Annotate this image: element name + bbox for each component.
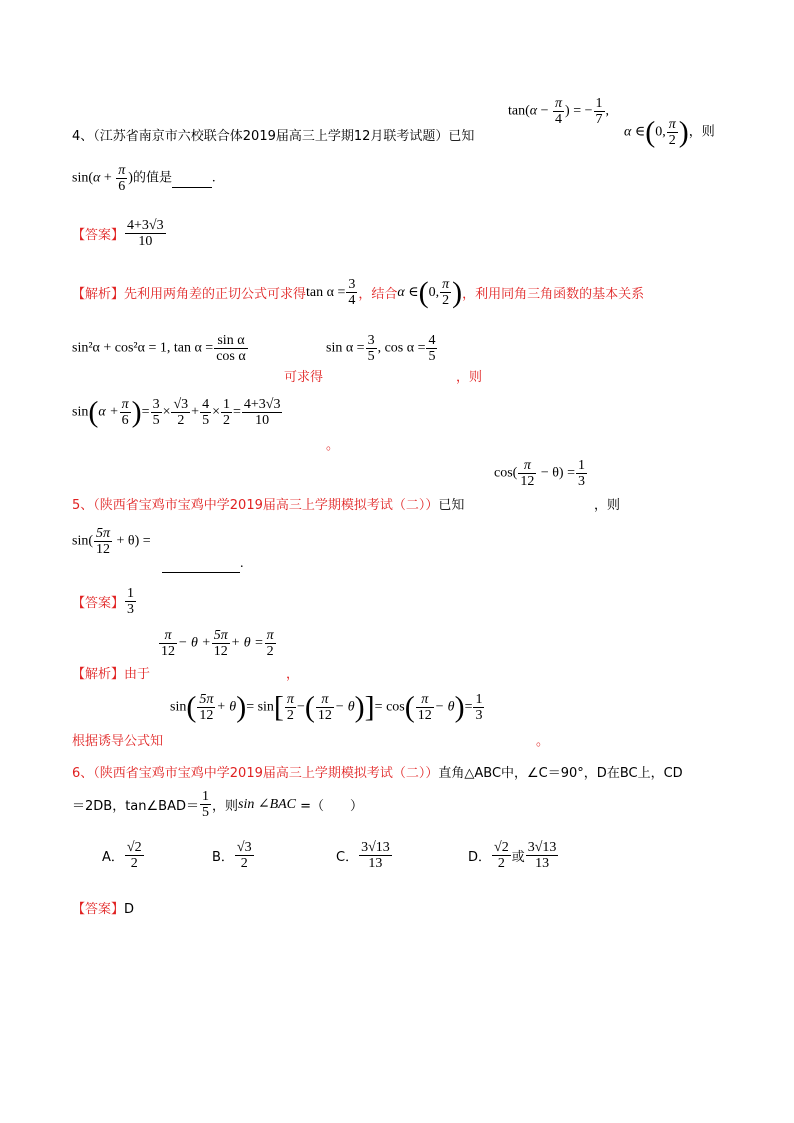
- q6-tan-den: 5: [201, 805, 209, 820]
- q4-ask-6: 6: [118, 179, 126, 194]
- q4-cond-pi2-fraction: [667, 117, 678, 148]
- q4-known: 已知: [448, 129, 475, 144]
- q6-option-c-fraction: [359, 840, 392, 871]
- q4-identity: [72, 333, 249, 364]
- q5-cond-1: 1: [578, 458, 585, 473]
- q4-sincos-values: [326, 333, 438, 364]
- q4-calc-f3d: 5: [202, 413, 210, 428]
- q4-ask-alpha: α: [93, 170, 101, 186]
- q5-sum-equation: [158, 628, 277, 659]
- q6-option-d-label: D．: [468, 850, 492, 865]
- q6-stem-line2: [72, 789, 363, 820]
- q5-period: 。: [536, 734, 550, 749]
- q4-cond-pi: π: [555, 96, 563, 111]
- q4-answer-label: 【答案】: [72, 228, 125, 243]
- q5-eq-2: 2: [266, 644, 274, 659]
- q4-ask-pi: π: [118, 163, 126, 178]
- q5-ind-1: 1: [475, 692, 483, 707]
- q6-option-a[interactable]: [102, 840, 145, 871]
- q4-stem-line: [72, 125, 474, 144]
- q4-cond-tan-func: tan(: [508, 103, 530, 119]
- q6-opt-a-den: 2: [130, 856, 138, 871]
- q4-cond-right-paren: ): [678, 115, 689, 149]
- q4-then2: ，则: [456, 370, 483, 385]
- q4-cond-1: 1: [595, 96, 603, 111]
- q5-ind-12-b: 12: [317, 708, 332, 723]
- q4-calc-6: 6: [121, 413, 129, 428]
- q4-ask-end: .: [211, 170, 216, 186]
- q4-sin-fraction: [366, 333, 377, 364]
- q4-cond-comma: ,: [605, 103, 609, 119]
- q6-opt-b-den: 2: [240, 856, 248, 871]
- q6-opt-d-den2: 13: [535, 856, 550, 871]
- q4-calc-f2: [171, 397, 190, 428]
- q5-ind-sin1: sin: [170, 699, 187, 715]
- q5-ask-rest: + θ) =: [113, 533, 151, 549]
- q5-then: ，则: [594, 498, 621, 513]
- q5-answer-fraction: [125, 586, 136, 617]
- q4-analysis-right-paren: ): [452, 275, 463, 309]
- q4-analysis-line1: [72, 277, 644, 308]
- q4-answer-blank: [172, 171, 212, 188]
- q6-stem4: =（ ）: [296, 799, 364, 814]
- q4-cond-alpha: α: [529, 103, 538, 119]
- q6-option-a-label: A．: [102, 850, 124, 865]
- q4-cond-7: 7: [595, 112, 603, 127]
- q5-ind-theta2: − θ: [334, 699, 355, 715]
- q5-ind-12: 12: [199, 708, 214, 723]
- q4-answer-num: 4+3√3: [127, 218, 164, 233]
- q4-analysis-text1: 先利用两角差的正切公式可求得: [124, 287, 307, 302]
- q4-cond-pi2-num: π: [668, 117, 676, 132]
- q5-ask-sin: sin(: [72, 533, 93, 549]
- q5-cond-3: 3: [578, 474, 585, 489]
- q6-option-b-fraction: [235, 840, 254, 871]
- q4-calc-eq1: =: [141, 404, 150, 420]
- q6-stem2: ＝2DB，tan∠BAD＝: [72, 799, 199, 814]
- q6-option-d-fraction2: [526, 840, 559, 871]
- q5-eq-plus-theta: + θ =: [230, 635, 264, 651]
- q4-cond-pi4-fraction: [553, 96, 564, 127]
- q4-cond-eq: ) = −: [565, 103, 593, 119]
- q4-cond-alpha-in: α ∈: [624, 124, 646, 140]
- q4-analysis-left-paren: (: [418, 275, 429, 309]
- q4-analysis-alpha-in: α ∈: [397, 284, 419, 300]
- q6-option-d[interactable]: [468, 840, 559, 871]
- q5-analysis-line: [72, 663, 150, 682]
- q5-cond-13: [576, 458, 587, 489]
- q5-cond-pi12: [518, 458, 536, 489]
- q6-opt-b-num: √3: [236, 840, 252, 855]
- q4-obtainable: 可求得: [284, 370, 324, 385]
- q5-eq-pi2: [265, 628, 276, 659]
- q6-tan-fraction: [200, 789, 211, 820]
- q4-source: （江苏省南京市六校联合体2019届高三上学期12月联考试题）: [93, 129, 449, 144]
- q5-ind-pi-c: π: [416, 692, 434, 708]
- q4-calc-sin: sin: [72, 404, 89, 420]
- q4-cos-num: 4: [428, 333, 436, 348]
- q5-answer-num: 1: [127, 586, 135, 601]
- q5-eq-pi: π: [159, 628, 177, 644]
- q5-induction: [170, 692, 485, 723]
- q4-calc-f3n: 4: [202, 397, 210, 412]
- q6-number: 6、: [72, 766, 94, 781]
- q4-ask-plus: +: [100, 170, 116, 186]
- q6-option-c[interactable]: [336, 840, 393, 871]
- q5-cond-12: 12: [520, 474, 535, 489]
- q5-cond-cos: cos(: [494, 465, 518, 481]
- q4-calc-f4: [221, 397, 232, 428]
- q5-ind-rp1: ): [236, 690, 247, 724]
- q5-ind-13: [473, 692, 484, 723]
- q4-analysis-tan-eq: tan α =: [306, 284, 346, 300]
- q6-opt-d-den1: 2: [497, 856, 505, 871]
- q4-calc-times2: ×: [212, 404, 220, 420]
- q5-answer: [72, 586, 137, 617]
- q5-ind-3: 3: [475, 708, 483, 723]
- q4-calc-left-paren: (: [88, 395, 99, 429]
- q6-answer-label: 【答案】: [72, 902, 125, 917]
- q5-answer-blank: [162, 556, 240, 573]
- q4-analysis-3: 3: [348, 277, 356, 292]
- q5-ind-pi2: [285, 692, 296, 723]
- q6-option-b-label: B．: [212, 850, 234, 865]
- q5-stem-line: [72, 494, 464, 513]
- q4-identity-text: sin²α + cos²α = 1, tan α =: [72, 340, 214, 356]
- q5-eq-12a: 12: [161, 644, 175, 659]
- q5-cond-theta: − θ) =: [537, 465, 575, 481]
- q5-ask-end: .: [240, 556, 244, 571]
- q4-cond-pi2-den: 2: [668, 133, 676, 148]
- q6-opt-d-num1: √2: [494, 840, 509, 855]
- q4-period: 。: [326, 438, 340, 453]
- q4-cond-minus: −: [537, 103, 553, 119]
- q4-cos-den: 5: [428, 349, 436, 364]
- q4-calc-pi6: [120, 397, 131, 428]
- q4-sin-val: sin α =: [326, 340, 365, 356]
- q4-calc-alpha-plus: α +: [98, 404, 119, 420]
- q6-stem-sin-group: [238, 797, 296, 812]
- q4-calc-eq2: =: [232, 404, 241, 420]
- q5-ind-eq3: =: [464, 699, 473, 715]
- q5-ind-minus: −: [296, 699, 305, 715]
- q5-because: 由于: [124, 667, 151, 682]
- q5-ind-eq2: = cos: [374, 699, 405, 715]
- q5-ask-12: 12: [96, 542, 110, 557]
- q4-number: 4、: [72, 129, 94, 144]
- q5-ind-rb: ]: [364, 690, 375, 724]
- q6-option-d-or: 或: [511, 850, 525, 865]
- q4-cond-4: 4: [555, 112, 563, 127]
- q4-analysis-34-fraction: [346, 277, 357, 308]
- q4-analysis-0: 0,: [428, 284, 440, 300]
- q5-ind-pi12-b: [316, 692, 334, 723]
- q4-condition-tan: [508, 96, 609, 127]
- q4-condition-alpha-range: [624, 117, 715, 148]
- q4-calc-right-paren: ): [131, 395, 142, 429]
- q5-ind-pi-b: π: [316, 692, 334, 708]
- q4-analysis-tan: [306, 277, 358, 308]
- q4-ask: [72, 163, 215, 194]
- q4-calc-f5d: 10: [255, 413, 270, 428]
- q4-sin-num: 3: [367, 333, 375, 348]
- q6-option-a-fraction: [125, 840, 144, 871]
- q5-ind-eq1: = sin: [246, 699, 274, 715]
- q5-reason: 根据诱导公式知: [72, 734, 164, 749]
- q5-comma: ，: [286, 667, 300, 682]
- q4-ask-text: 的值是: [132, 170, 172, 186]
- q5-ind-lb: [: [273, 690, 284, 724]
- q5-eq-pi2: π: [266, 628, 274, 643]
- q5-ind-2: 2: [286, 708, 294, 723]
- q5-answer-den: 3: [127, 602, 135, 617]
- q5-eq-mid: − θ +: [178, 635, 211, 651]
- q5-ind-theta1: + θ: [216, 699, 237, 715]
- q4-analysis-alpha-range: [397, 275, 463, 309]
- q4-calculation: [72, 397, 283, 428]
- q4-answer-den: 10: [138, 234, 153, 249]
- q6-tan-num: 1: [201, 789, 209, 804]
- q6-opt-c-num: 3√13: [361, 840, 390, 855]
- q5-ind-lp2: (: [304, 690, 315, 724]
- q5-ind-lp3: (: [404, 690, 415, 724]
- q4-calc-f4n: 1: [222, 397, 230, 412]
- q5-known: 已知: [438, 498, 465, 513]
- q6-stem1: 直角△ABC中，∠C＝90°，D在BC上，CD: [438, 766, 683, 781]
- q4-calc-f2d: 2: [177, 413, 185, 428]
- q4-cos-val: , cos α =: [377, 340, 426, 356]
- q4-ask-close: ): [128, 170, 133, 186]
- q4-calc-f1: [151, 397, 162, 428]
- q5-condition: [494, 458, 588, 489]
- q5-cond-pi: π: [518, 458, 536, 474]
- q5-answer-label: 【答案】: [72, 596, 125, 611]
- q5-ask-5pi: 5π: [96, 526, 111, 541]
- q4-analysis-4: 4: [348, 293, 356, 308]
- q6-answer-value: D: [124, 902, 135, 917]
- q4-sin-den: 5: [367, 349, 375, 364]
- q4-cond-left-paren: (: [645, 115, 656, 149]
- q5-ask: [72, 526, 151, 557]
- q5-ind-pi12-c: [416, 692, 434, 723]
- q4-calc-plus: +: [191, 404, 200, 420]
- q4-calc-f4d: 2: [222, 413, 230, 428]
- q4-analysis-2: 2: [442, 293, 450, 308]
- q4-calc-f1n: 3: [152, 397, 160, 412]
- q5-number: 5、: [72, 498, 94, 513]
- q4-cos-fraction: [426, 333, 437, 364]
- q5-eq-pi12: [159, 628, 177, 659]
- q5-answer-blank-line: [162, 556, 244, 573]
- q4-cond-17-fraction: [594, 96, 605, 127]
- q4-cond-0: 0,: [655, 124, 666, 140]
- q5-ind-rp2: ): [354, 690, 365, 724]
- q5-ind-rp3: ): [454, 690, 465, 724]
- q6-option-c-label: C．: [336, 850, 359, 865]
- q5-ind-pi: π: [286, 692, 294, 707]
- q6-option-b[interactable]: [212, 840, 255, 871]
- q4-identity-fraction: [214, 333, 248, 364]
- q4-identity-num: sin α: [214, 333, 248, 349]
- q5-eq-5pi12: [212, 628, 230, 659]
- q4-ask-sin: sin(: [72, 170, 93, 186]
- q6-answer: [72, 898, 134, 917]
- q4-then: ，则: [688, 124, 715, 140]
- q4-calc-times1: ×: [162, 404, 171, 420]
- q4-analysis-text2: ，利用同角三角函数的基本关系: [462, 287, 645, 302]
- q6-opt-a-num: √2: [126, 840, 142, 855]
- q4-analysis-combine: ，结合: [358, 287, 398, 302]
- q5-analysis-label: 【解析】: [72, 667, 125, 682]
- q5-ask-5pi12: [94, 526, 112, 557]
- q4-ask-pi6-fraction: [116, 163, 127, 194]
- q6-stem3: ，则: [211, 799, 238, 814]
- q4-analysis-pi: π: [442, 277, 450, 292]
- q5-source: （陕西省宝鸡市宝鸡中学2019届高三上学期模拟考试（二））: [93, 498, 439, 513]
- q5-ind-theta3: − θ: [434, 699, 455, 715]
- q4-calc-f5n: 4+3√3: [243, 397, 281, 412]
- q4-answer-fraction: [125, 218, 166, 249]
- q5-ind-5pi12: [197, 692, 215, 723]
- q4-calc-f5: [242, 397, 283, 428]
- q6-option-d-fraction1: [492, 840, 511, 871]
- q6-opt-c-den: 13: [368, 856, 383, 871]
- q4-calc-f1d: 5: [152, 413, 160, 428]
- q5-ind-5pi: 5π: [199, 692, 214, 707]
- q6-source: （陕西省宝鸡市宝鸡中学2019届高三上学期模拟考试（二））: [93, 766, 439, 781]
- q6-stem-sin: sin ∠BAC: [238, 797, 297, 812]
- q5-eq-5pi: 5π: [213, 628, 228, 643]
- q5-ind-lp1: (: [186, 690, 197, 724]
- q4-calc-f3: [200, 397, 211, 428]
- q5-eq-12b: 12: [213, 644, 228, 659]
- q5-ind-12-c: 12: [417, 708, 432, 723]
- q6-opt-d-num2: 3√13: [527, 840, 557, 855]
- q4-calc-f2n: √3: [173, 397, 189, 412]
- q4-analysis-label: 【解析】: [72, 287, 125, 302]
- q4-calc-pi: π: [121, 397, 129, 412]
- q4-analysis-pi2-fraction: [440, 277, 451, 308]
- q4-identity-den: cos α: [216, 349, 246, 364]
- q4-answer: [72, 218, 167, 249]
- q6-stem-line1: [72, 762, 683, 781]
